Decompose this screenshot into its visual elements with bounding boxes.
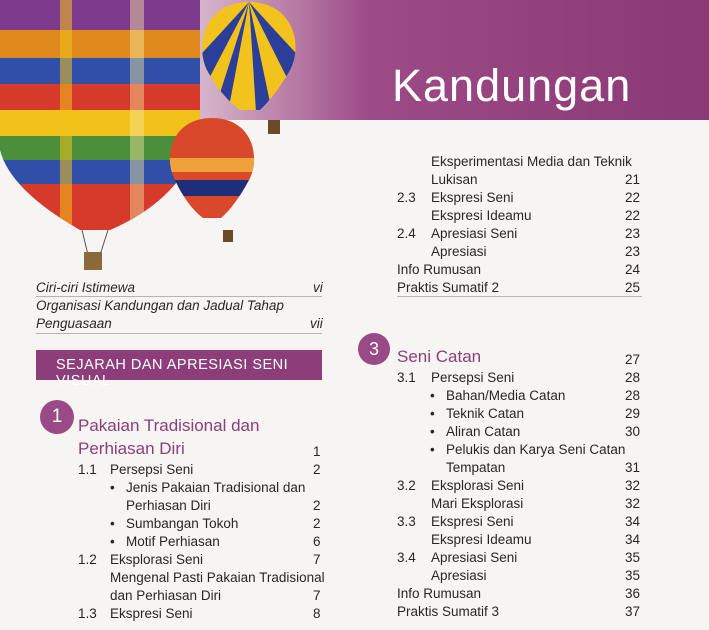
toc-page: 32 (625, 496, 641, 511)
toc-entry: Apresiasi (431, 568, 487, 583)
chapter-number-badge (358, 333, 390, 365)
toc-entry: Praktis Sumatif 3 (397, 604, 500, 619)
toc-num: 1.3 (78, 606, 97, 621)
toc-page: 21 (625, 172, 641, 187)
toc-entry: Persepsi Seni (431, 370, 515, 385)
toc-page: 22 (625, 190, 641, 205)
toc-entry-cont: Tempatan (446, 460, 506, 475)
toc-page: 24 (625, 262, 641, 277)
toc-page: 23 (625, 226, 641, 241)
toc-entry: Lukisan (431, 172, 478, 187)
toc-entry: Praktis Sumatif 2 (397, 280, 500, 295)
toc-entry-organisasi-cont: Penguasaan (36, 316, 112, 331)
toc-page: 36 (625, 586, 641, 601)
toc-page: 7 (313, 552, 321, 567)
toc-entry: Mengenal Pasti Pakaian Tradisional (110, 570, 325, 585)
chapter-number-badge (40, 400, 74, 434)
toc-entry-organisasi: Organisasi Kandungan dan Jadual Tahap (36, 298, 284, 313)
divider (397, 296, 642, 297)
toc-page: 7 (313, 588, 321, 603)
toc-bullet-entry: • Aliran Catan (446, 423, 520, 441)
toc-bullet-entry: • Jenis Pakaian Tradisional dan (126, 479, 305, 497)
toc-num: 3.1 (397, 370, 416, 385)
toc-entry: Apresiasi (431, 244, 487, 259)
toc-num: 1.1 (78, 462, 97, 477)
toc-page: 22 (625, 208, 641, 223)
toc-entry: Ekspresi Seni (431, 514, 514, 529)
toc-entry: Apresiasi Seni (431, 226, 518, 241)
toc-entry: Ekspresi Seni (110, 606, 193, 621)
toc-bullet-entry: • Teknik Catan (446, 405, 524, 423)
hot-air-balloon-blue-icon (194, 2, 304, 137)
toc-page: 32 (625, 478, 641, 493)
chapter-title: Seni Catan (397, 347, 482, 366)
toc-num: 3.3 (397, 514, 416, 529)
toc-entry: Info Rumusan (397, 262, 482, 277)
toc-page: 37 (625, 604, 641, 619)
toc-entry: Info Rumusan (397, 586, 482, 601)
toc-page: 2 (313, 516, 321, 531)
toc-page: 25 (625, 280, 641, 295)
section-banner-label: SEJARAH DAN APRESIASI SENI VISUAL (56, 357, 289, 389)
toc-page: vi (313, 280, 323, 295)
toc-entry: Eksperimentasi Media dan Teknik (431, 154, 632, 169)
toc-page: vii (310, 316, 323, 331)
toc-page: 27 (625, 352, 641, 367)
toc-entry: Mari Eksplorasi (431, 496, 524, 511)
toc-page: 23 (625, 244, 641, 259)
chapter-number: 3 (368, 339, 379, 359)
toc-page: 35 (625, 550, 641, 565)
toc-entry-cont: Perhiasan Diri (126, 498, 211, 513)
toc-entry: dan Perhiasan Diri (110, 588, 222, 603)
toc-page: 34 (625, 532, 641, 547)
toc-page: 28 (625, 370, 641, 385)
toc-page: 6 (313, 534, 321, 549)
chapter-title: Pakaian Tradisional dan (78, 416, 260, 435)
hot-air-balloon-red-icon (163, 118, 261, 248)
toc-page: 28 (625, 388, 641, 403)
toc-entry: Eksplorasi Seni (110, 552, 204, 567)
toc-entry: Eksplorasi Seni (431, 478, 525, 493)
toc-entry: Ekspresi Seni (431, 190, 514, 205)
toc-entry: Ekspresi Ideamu (431, 532, 532, 547)
chapter-number: 1 (51, 406, 63, 427)
toc-num: 2.3 (397, 190, 416, 205)
toc-entry: Apresiasi Seni (431, 550, 518, 565)
toc-page: 34 (625, 514, 641, 529)
toc-bullet-entry: • Pelukis dan Karya Seni Catan (446, 441, 625, 459)
toc-page: 31 (625, 460, 641, 475)
toc-page: 2 (313, 462, 321, 477)
toc-num: 3.2 (397, 478, 416, 493)
toc-page: 29 (625, 406, 641, 421)
page-title: Kandungan (392, 60, 632, 111)
toc-bullet-entry: • Bahan/Media Catan (446, 387, 565, 405)
toc-bullet-entry: • Motif Perhiasan (126, 533, 220, 551)
toc-page: 8 (313, 606, 321, 621)
toc-page: 30 (625, 424, 641, 439)
section-banner (36, 350, 322, 389)
divider (36, 333, 322, 334)
toc-num: 3.4 (397, 550, 416, 565)
toc-entry-ciri-ciri: Ciri-ciri Istimewa (36, 280, 135, 295)
toc-page: 1 (313, 444, 321, 459)
toc-entry: Ekspresi Ideamu (431, 208, 532, 223)
toc-page: 35 (625, 568, 641, 583)
toc-num: 1.2 (78, 552, 97, 567)
toc-num: 2.4 (397, 226, 416, 241)
toc-entry: Persepsi Seni (110, 462, 194, 477)
chapter-title-cont: Perhiasan Diri (78, 439, 185, 458)
toc-bullet-entry: • Sumbangan Tokoh (126, 515, 238, 533)
toc-page: 2 (313, 498, 321, 513)
